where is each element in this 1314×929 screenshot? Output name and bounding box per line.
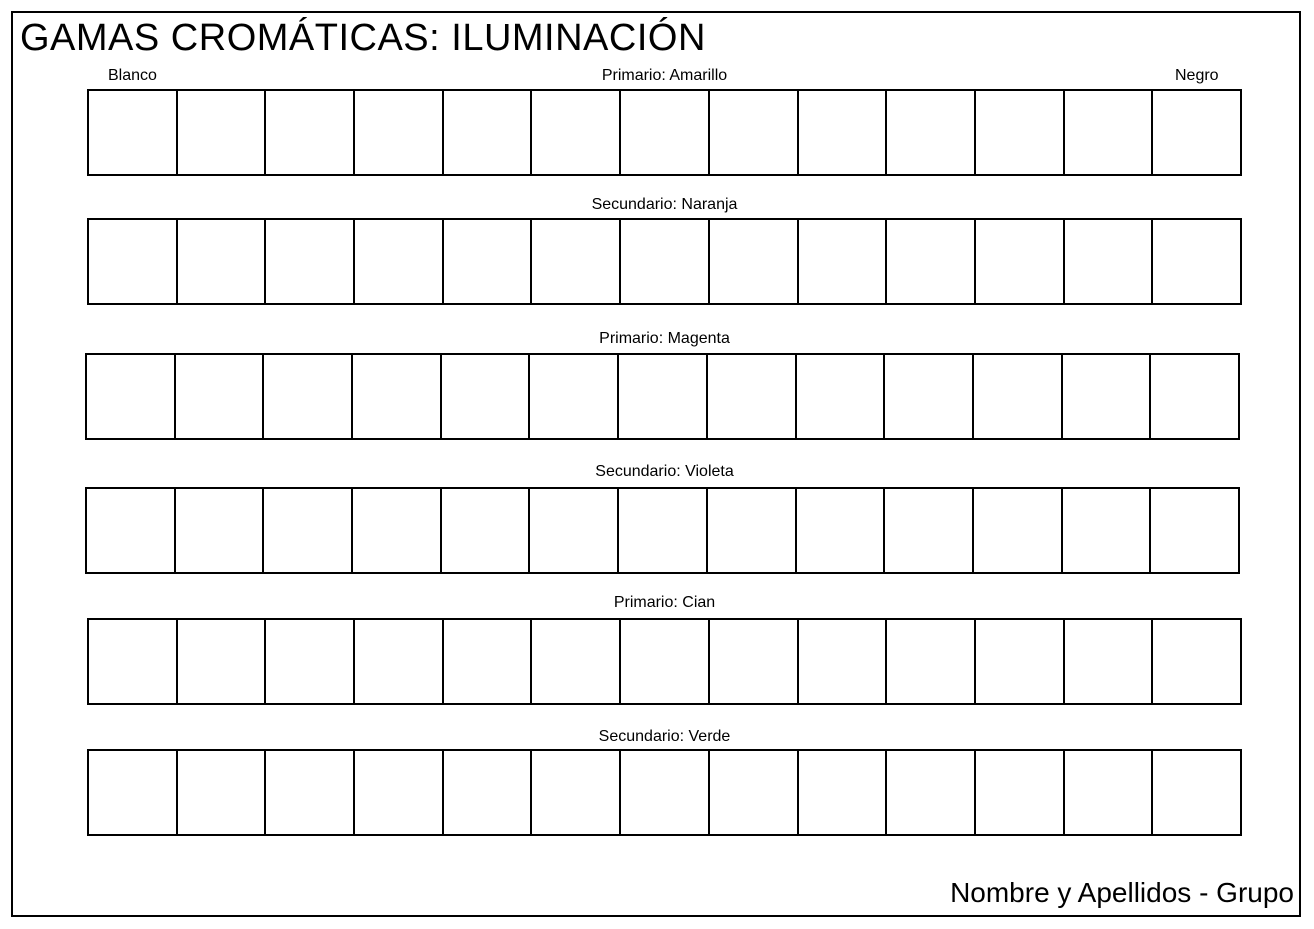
- swatch-cell: [887, 91, 976, 174]
- swatch-cell: [530, 489, 619, 572]
- swatch-cell: [89, 91, 178, 174]
- swatch-cell: [264, 355, 353, 438]
- swatch-cell: [264, 489, 353, 572]
- swatch-cell: [797, 489, 886, 572]
- swatch-cell: [444, 751, 533, 834]
- row-label-naranja: Secundario: Naranja: [591, 196, 738, 213]
- swatch-cell: [266, 220, 355, 303]
- page-title: GAMAS CROMÁTICAS: ILUMINACIÓN: [20, 17, 706, 59]
- swatch-cell: [974, 489, 1063, 572]
- swatch-cell: [89, 751, 178, 834]
- swatch-cell: [355, 751, 444, 834]
- swatch-cell: [444, 220, 533, 303]
- swatch-cell: [887, 220, 976, 303]
- swatch-cell: [619, 489, 708, 572]
- swatch-cell: [1153, 91, 1240, 174]
- swatch-cell: [710, 220, 799, 303]
- swatch-cell: [355, 620, 444, 703]
- swatch-cell: [710, 751, 799, 834]
- swatch-cell: [87, 489, 176, 572]
- swatch-cell: [974, 355, 1063, 438]
- swatch-cell: [353, 489, 442, 572]
- swatch-cell: [266, 620, 355, 703]
- swatch-cell: [355, 91, 444, 174]
- swatch-cell: [442, 489, 531, 572]
- swatch-cell: [176, 355, 265, 438]
- swatch-cell: [532, 220, 621, 303]
- swatch-cell: [1065, 751, 1154, 834]
- swatch-cell: [442, 355, 531, 438]
- swatch-cell: [532, 91, 621, 174]
- swatch-cell: [532, 751, 621, 834]
- swatch-cell: [887, 751, 976, 834]
- swatch-cell: [621, 620, 710, 703]
- swatch-cell: [532, 620, 621, 703]
- swatch-cell: [710, 91, 799, 174]
- row-label-violeta: Secundario: Violeta: [595, 463, 734, 480]
- swatch-cell: [266, 751, 355, 834]
- swatch-cell: [89, 620, 178, 703]
- swatch-cell: [355, 220, 444, 303]
- swatch-cell: [176, 489, 265, 572]
- swatch-cell: [885, 489, 974, 572]
- swatch-cell: [178, 91, 267, 174]
- swatch-cell: [976, 751, 1065, 834]
- swatch-cell: [178, 620, 267, 703]
- swatch-cell: [353, 355, 442, 438]
- swatch-cell: [87, 355, 176, 438]
- swatch-row-cian: [87, 618, 1242, 705]
- scale-end-label: Negro: [1175, 67, 1219, 84]
- swatch-cell: [444, 620, 533, 703]
- swatch-cell: [89, 220, 178, 303]
- swatch-cell: [1153, 220, 1240, 303]
- swatch-cell: [1153, 751, 1240, 834]
- swatch-cell: [799, 220, 888, 303]
- swatch-row-naranja: [87, 218, 1242, 305]
- swatch-cell: [708, 489, 797, 572]
- swatch-cell: [1151, 489, 1238, 572]
- swatch-cell: [621, 91, 710, 174]
- swatch-cell: [1065, 220, 1154, 303]
- swatch-cell: [1063, 355, 1152, 438]
- swatch-cell: [799, 620, 888, 703]
- swatch-cell: [619, 355, 708, 438]
- swatch-row-verde: [87, 749, 1242, 836]
- swatch-cell: [1065, 620, 1154, 703]
- swatch-cell: [1065, 91, 1154, 174]
- swatch-cell: [530, 355, 619, 438]
- swatch-cell: [1153, 620, 1240, 703]
- row-label-cian: Primario: Cian: [613, 594, 716, 611]
- scale-start-label: Blanco: [108, 67, 157, 84]
- swatch-cell: [976, 91, 1065, 174]
- swatch-cell: [799, 91, 888, 174]
- swatch-cell: [266, 91, 355, 174]
- swatch-row-amarillo: [87, 89, 1242, 176]
- swatch-cell: [797, 355, 886, 438]
- swatch-cell: [976, 220, 1065, 303]
- swatch-cell: [178, 220, 267, 303]
- row-label-amarillo: Primario: Amarillo: [601, 67, 728, 84]
- swatch-cell: [885, 355, 974, 438]
- swatch-cell: [621, 751, 710, 834]
- row-label-verde: Secundario: Verde: [598, 728, 731, 745]
- swatch-cell: [444, 91, 533, 174]
- name-and-group-label: Nombre y Apellidos - Grupo: [950, 877, 1294, 908]
- swatch-row-magenta: [85, 353, 1240, 440]
- swatch-cell: [710, 620, 799, 703]
- swatch-cell: [178, 751, 267, 834]
- row-label-magenta: Primario: Magenta: [599, 330, 730, 347]
- swatch-cell: [799, 751, 888, 834]
- swatch-cell: [621, 220, 710, 303]
- swatch-cell: [708, 355, 797, 438]
- swatch-cell: [976, 620, 1065, 703]
- swatch-cell: [1151, 355, 1238, 438]
- swatch-cell: [1063, 489, 1152, 572]
- swatch-cell: [887, 620, 976, 703]
- swatch-row-violeta: [85, 487, 1240, 574]
